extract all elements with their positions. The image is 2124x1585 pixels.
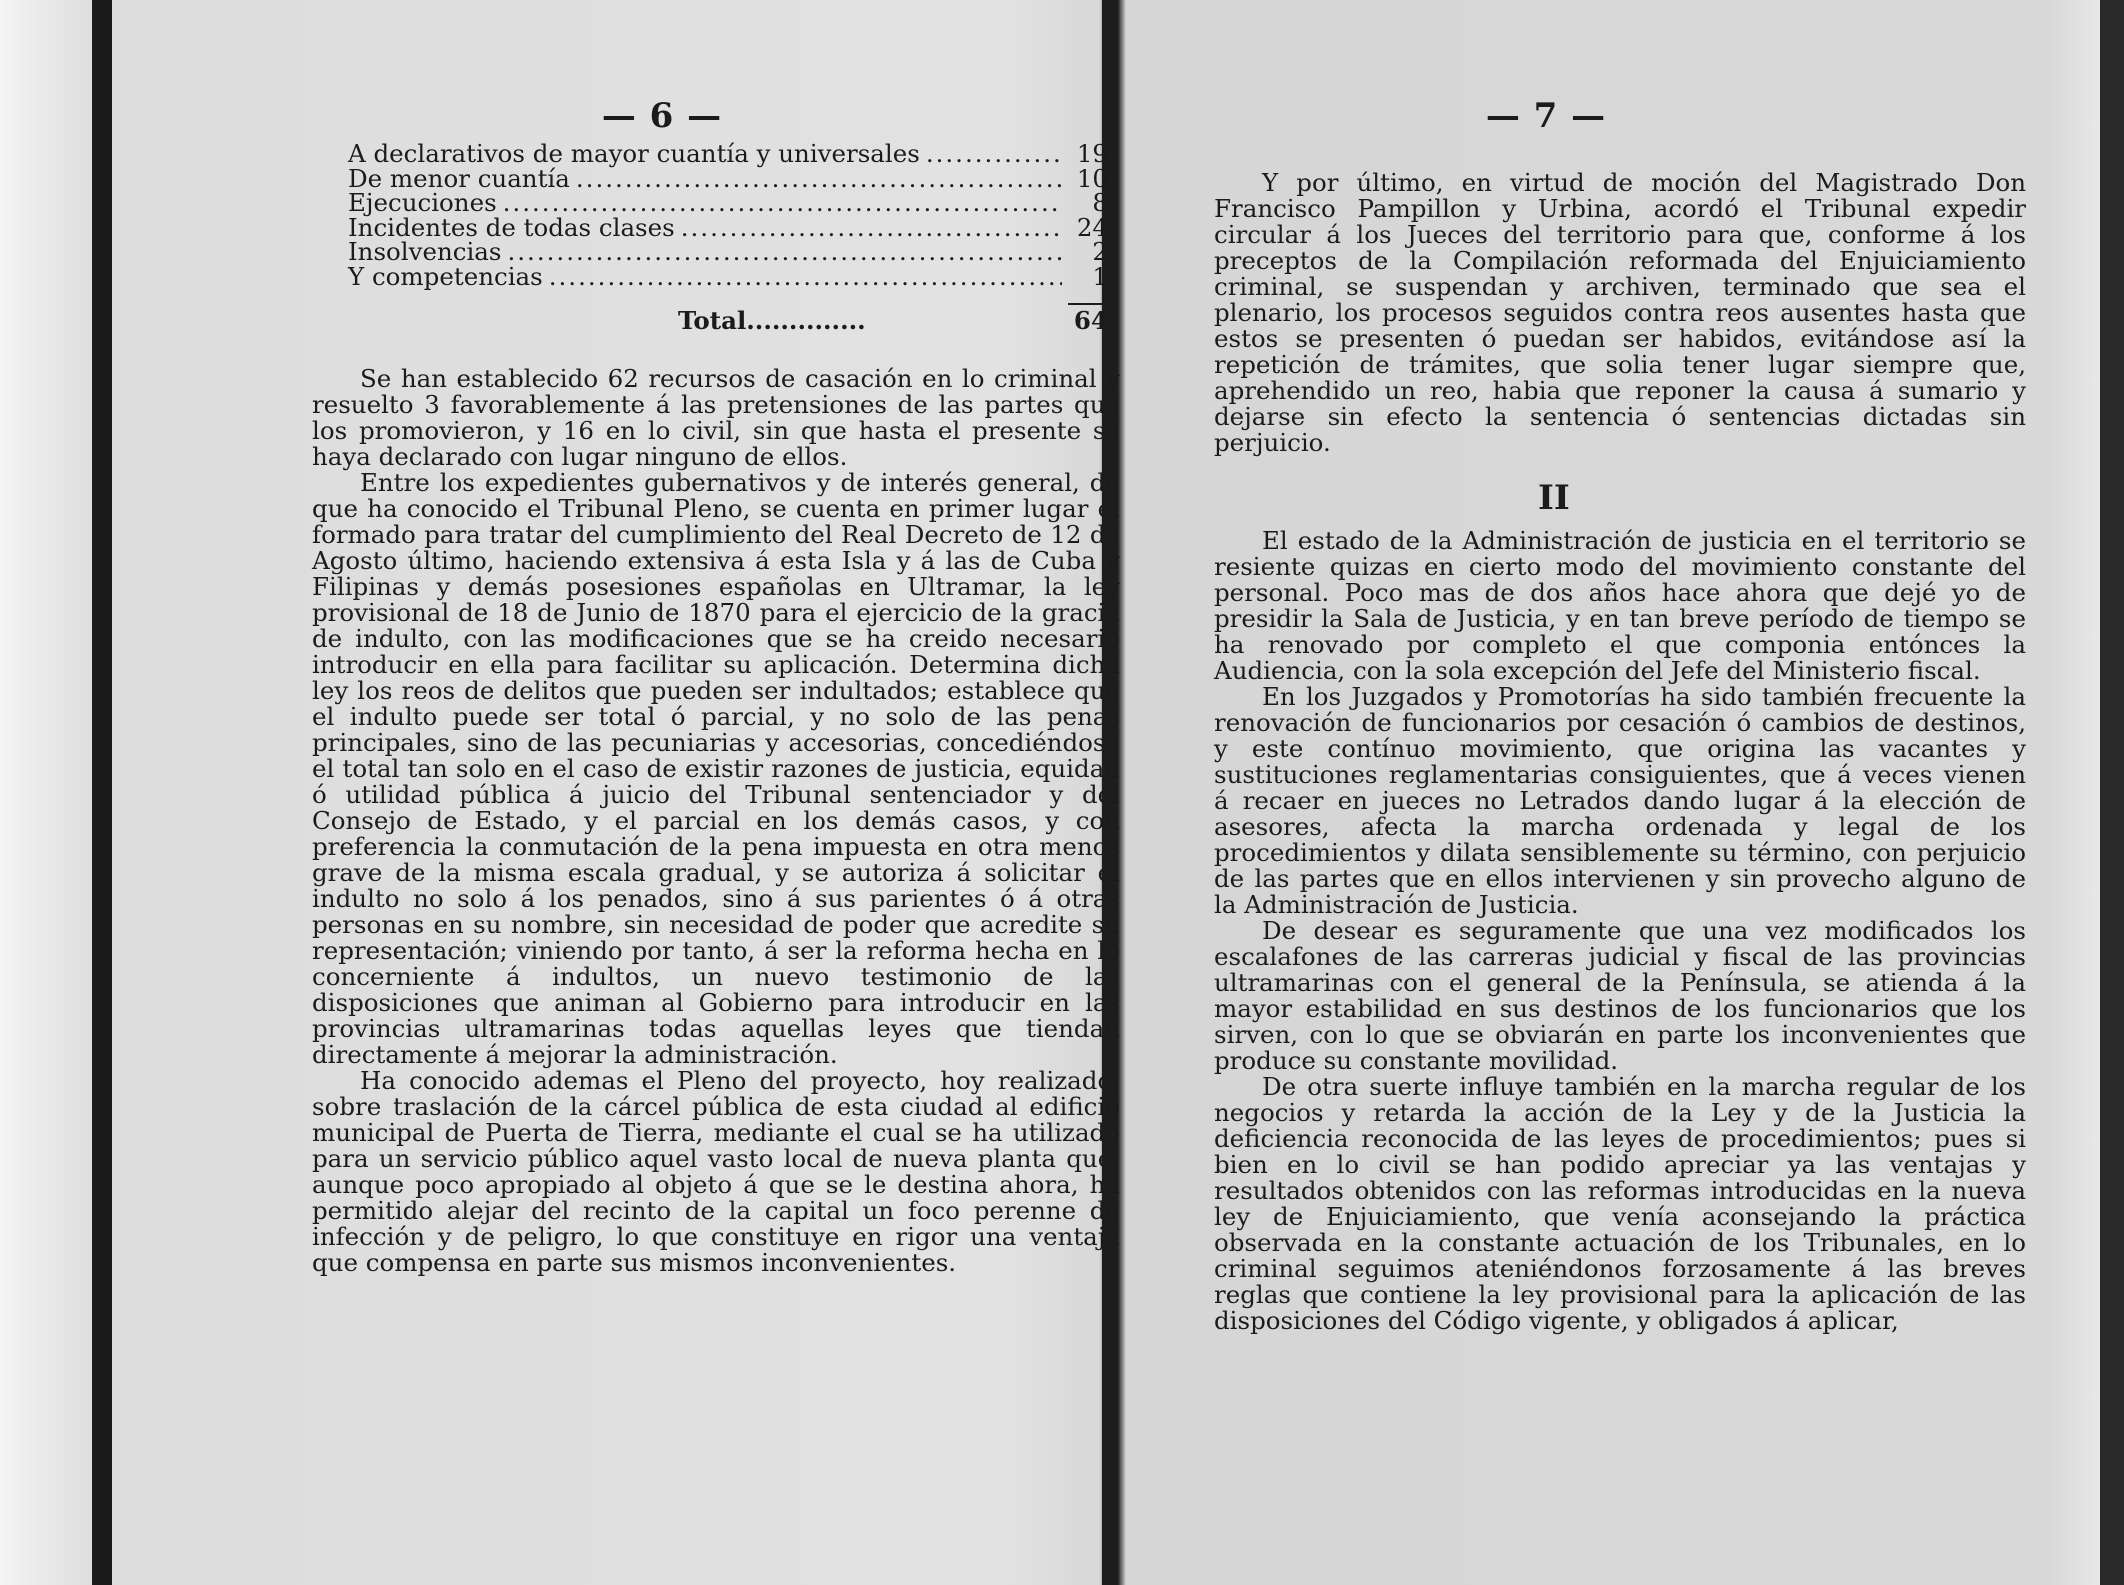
left-page — [112, 0, 1120, 1585]
leader-dots — [681, 216, 1062, 241]
page-number: — 6 — — [601, 96, 723, 136]
stat-value: 1 — [1092, 261, 1108, 291]
paragraph: Y por último, en virtud de moción del Magistrado Don Francisco Pampillon y Urbina, acordó el Tribunal expedir circular á los Jueces del territorio para que, conforme á los preceptos de la Compilación reformada del Enjuiciamiento criminal, se suspendan y archiven, terminado que sea el plenario, los procesos seguidos contra reos ausentes hasta que estos se presenten ó puedan ser habidos, evitándose así la repetición de trámites, que solia tener lugar siempre que, aprehendido un reo, habia que reponer la causa á sumario y dejarse sin efecto la sentencia ó sentencias dictadas sin perjuicio. — [1214, 168, 2026, 457]
right-page-edge — [2100, 0, 2124, 1585]
paragraph: De desear es seguramente que una vez modificados los escalafones de las carreras judicial y fiscal de las provincias ultramarinas con el general de la Península, se atienda á la mayor estabilidad en sus destinos de los funcionarios que los sirven, con lo que se obviarán en parte los inconvenientes que produce su constante movilidad. — [1214, 916, 2026, 1075]
stat-label: Ejecuciones — [348, 188, 497, 217]
leader-dots — [576, 167, 1062, 192]
total-row — [348, 303, 1108, 334]
paragraph: En los Juzgados y Promotorías ha sido también frecuente la renovación de funcionarios por cesación ó cambios de destinos, y este contínuo movimiento, que origina las vacantes y sustituciones reglamentarias consiguientes, que á veces vienen á recaer en jueces no Letrados dando lugar á la elección de asesores, afecta la marcha ordenada y legal de los procedimientos y dilata sensiblemente su término, con perjuicio de las partes que en ellos intervienen y sin provecho alguno de la Administración de Justicia. — [1214, 682, 2026, 919]
stat-value: 2 — [1092, 237, 1108, 266]
leader-dots — [503, 191, 1062, 216]
stat-value: 19 — [1076, 139, 1108, 168]
stat-value: 10 — [1076, 163, 1108, 193]
stat-row — [348, 139, 1108, 168]
stat-label: Incidentes de todas clases — [348, 212, 675, 242]
leader-dots — [926, 142, 1062, 167]
stat-value: 24 — [1076, 212, 1108, 242]
paragraph: Ha conocido ademas el Pleno del proyecto, hoy realizado, sobre traslación de la cárcel pública de esta ciudad al edificio municipal de Puerta de Tierra, mediante el cual se ha utilizado para un servicio público aquel vasto local de nueva planta que, aunque poco apropiado al objeto á que se le destina ahora, ha permitido alejar del recinto de la capital un foco perenne de infección y de peligro, lo que constituye en rigor una ventaja que compensa en parte sus mismos inconvenientes. — [312, 1066, 1120, 1277]
section-heading: II — [1538, 478, 1570, 518]
total-value: 64 — [1068, 303, 1108, 334]
left-page-edge — [92, 0, 112, 1585]
case-statistics-table — [348, 139, 1108, 335]
paragraph: De otra suerte influye también en la marcha regular de los negocios y retarda la acción de la Ley y de la Justicia la deficiencia reconocida de las leyes de procedimientos; pues si bien en lo civil se han podido apreciar ya las ventajas y resultados obtenidos con las reformas introducidas en la nueva ley de Enjuiciamiento, que venía aconsejando la práctica observada en la constante actuación de los Tribunales, en lo criminal seguimos ateniéndonos forzosamente á las breves reglas que contiene la ley provisional para la aplicación de las disposiciones del Código vigente, y obligados á aplicar, — [1214, 1072, 2026, 1335]
stat-label: A declarativos de mayor cuantía y universales — [348, 139, 920, 168]
stat-value: 8 — [1092, 188, 1108, 217]
stat-label: Y competencias — [348, 261, 543, 291]
right-body-text — [1214, 528, 2026, 1334]
total-label: Total.............. — [678, 306, 866, 335]
right-page — [1118, 0, 2100, 1585]
page-number: — 7 — — [1485, 96, 1607, 136]
paragraph: Entre los expedientes gubernativos y de interés general, de que ha conocido el Tribunal Pleno, se cuenta en primer lugar el formado para tratar del cumplimiento del Real Decreto de 12 de Agosto último, haciendo extensiva á esta Isla y á las de Cuba y Filipinas y demás posesiones españolas en Ultramar, la ley provisional de 18 de Junio de 1870 para el ejercicio de la gracia de indulto, con las modificaciones que se ha creido necesario introducir en ella para facilitar su aplicación. Determina dicha ley los reos de delitos que pueden ser indultados; establece que el indulto puede ser total ó parcial, y no solo de las penas principales, sino de las pecuniarias y accesorias, concediéndose el total tan solo en el caso de existir razones de justicia, equidad ó utilidad pública á juicio del Tribunal sentenciador y del Consejo de Estado, y el parcial en los demás casos, y con preferencia la conmutación de la pena impuesta en otra menos grave de la misma escala gradual, y se autoriza á solicitar el indulto no solo á los penados, sino á sus parientes ó á otras personas en su nombre, sin necesidad de poder que acredite su representación; viniendo por tanto, á ser la reforma hecha en lo concerniente á indultos, un nuevo testimonio de las disposiciones que animan al Gobierno para introducir en las provincias ultramarinas todas aquellas leyes que tiendan directamente á mejorar la administración. — [312, 468, 1120, 1069]
paragraph: Se han establecido 62 recursos de casación en lo criminal y resuelto 3 favorablemente á las pretensiones de las partes que los promovieron, y 16 en lo civil, sin que hasta el presente se haya declarado con lugar ninguno de ellos. — [312, 364, 1120, 471]
leader-dots — [507, 240, 1062, 265]
paragraph: El estado de la Administración de justicia en el territorio se resiente quizas en cierto modo del movimiento constante del personal. Poco mas de dos años hace ahora que dejé yo de presidir la Sala de Justicia, y en tan breve período de tiempo se ha renovado por completo el que componia entónces la Audiencia, con la sola excepción del Jefe del Ministerio fiscal. — [1214, 526, 2026, 685]
stat-row — [348, 261, 1108, 291]
stat-label: Insolvencias — [348, 237, 502, 266]
stat-label: De menor cuantía — [348, 163, 570, 193]
leader-dots — [549, 265, 1062, 290]
stat-row — [348, 237, 1108, 266]
stat-row — [348, 188, 1108, 217]
left-body-text — [312, 366, 1120, 1276]
right-intro-text — [1214, 170, 2026, 456]
